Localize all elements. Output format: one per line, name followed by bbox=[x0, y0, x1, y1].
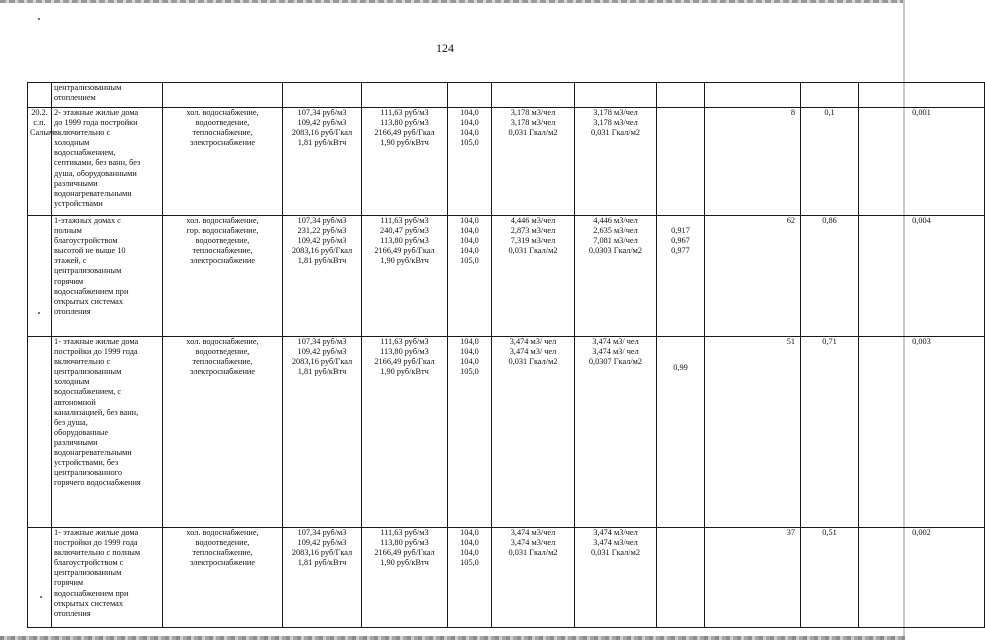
service-line: хол. водоснабжение, bbox=[186, 337, 259, 346]
description-line: водонагревательными bbox=[54, 448, 132, 458]
index-line: 104,0 bbox=[460, 337, 479, 346]
cell-col10: 8 bbox=[705, 108, 801, 216]
service-line: электроснабжение bbox=[189, 256, 256, 266]
description-line: устройствами, без bbox=[54, 458, 119, 468]
tariff-new-line: 1,90 руб/кВтч bbox=[380, 138, 429, 148]
index-line: 104,0 bbox=[460, 236, 479, 246]
tariff-new-line: 113,80 руб/м3 bbox=[380, 347, 429, 357]
service-line: водоотведение, bbox=[195, 236, 250, 246]
tariff-new-line: 1,90 руб/кВтч bbox=[380, 558, 429, 568]
description-line: 1- этажные жилые дома bbox=[54, 337, 139, 346]
tariff-new-line: 2166,49 руб/Гкал bbox=[374, 548, 435, 558]
cell-col12: 0,004 bbox=[859, 216, 985, 337]
cell-description bbox=[52, 108, 163, 216]
service-line: теплоснабжение, bbox=[192, 128, 253, 138]
cell-index bbox=[448, 528, 492, 628]
norm-old-line: 3,474 м3/ чел bbox=[509, 337, 557, 346]
cell-code bbox=[28, 528, 52, 628]
description-line: водоснабжением при bbox=[54, 286, 129, 296]
norm-new-line: 0,0303 Гкал/м2 bbox=[588, 246, 643, 256]
cell-norm-new bbox=[575, 216, 657, 337]
table-row bbox=[28, 337, 985, 528]
coef-line: 0,967 bbox=[671, 236, 690, 246]
tariff-new-line: 111,63 руб/м3 bbox=[380, 528, 429, 537]
index-line: 105,0 bbox=[460, 558, 479, 568]
cell-code bbox=[28, 108, 55, 216]
description-line: канализацией, без ванн, bbox=[54, 407, 139, 417]
cell-tariff-new bbox=[362, 216, 448, 337]
tariff-old-line: 107,34 руб/м3 bbox=[297, 528, 347, 537]
table-row bbox=[28, 108, 985, 216]
coef-line: 0,99 bbox=[673, 363, 688, 372]
norm-old-line: 4,446 м3/чел bbox=[510, 216, 556, 225]
cell-col12: 0,003 bbox=[859, 337, 985, 528]
cell-coef bbox=[657, 83, 705, 108]
norm-new-line: 3,178 м3/чел bbox=[593, 108, 638, 117]
page-number: 124 bbox=[436, 41, 454, 55]
description-line: без душа, bbox=[54, 417, 88, 427]
norm-new-line: 3,474 м3/ чел bbox=[592, 337, 639, 346]
cell-col11: 0,86 bbox=[801, 216, 859, 337]
code-line: 20.2. bbox=[31, 108, 48, 117]
tariff-new-line: 111,63 руб/м3 bbox=[380, 108, 429, 117]
index-line: 104,0 bbox=[460, 108, 479, 117]
description-line: водоснабжением при bbox=[54, 588, 129, 598]
service-line: электроснабжение bbox=[189, 367, 256, 377]
description-line: централизованным bbox=[54, 367, 122, 377]
cell-coef bbox=[657, 528, 705, 628]
description-line: автономной bbox=[54, 397, 96, 407]
cell-tariff-old bbox=[283, 108, 362, 216]
norm-new-line: 0,0307 Гкал/м2 bbox=[588, 357, 643, 367]
index-line: 104,0 bbox=[460, 528, 479, 537]
description-line: 2- этажные жилые дома bbox=[54, 108, 139, 117]
tariff-old-line: 2083,16 руб/Гкал bbox=[291, 548, 353, 558]
service-line: электроснабжение bbox=[189, 138, 256, 148]
cell-index bbox=[448, 337, 492, 528]
index-line: 105,0 bbox=[460, 138, 479, 148]
code-line: Салым bbox=[30, 128, 55, 138]
description-line: централизованным bbox=[54, 568, 122, 578]
cell-col10 bbox=[705, 83, 801, 108]
index-line: 105,0 bbox=[460, 256, 479, 266]
description-line: благоустройством с bbox=[54, 558, 124, 568]
cell-code bbox=[28, 83, 52, 108]
tariff-new-line: 2166,49 руб/Гкал bbox=[374, 357, 435, 367]
tariff-old-line: 107,34 руб/м3 bbox=[297, 337, 347, 346]
cell-norm-old bbox=[492, 528, 575, 628]
description-line: постройки до 1999 года bbox=[54, 347, 138, 357]
norm-old-line: 3,474 м3/чел bbox=[510, 528, 556, 537]
cell-services bbox=[163, 83, 283, 108]
norm-old-line: 3,474 м3/чел bbox=[510, 538, 556, 548]
description-line: отопления bbox=[54, 306, 91, 316]
cell-norm-old bbox=[492, 83, 575, 108]
norm-new-line: 3,474 м3/ чел bbox=[592, 347, 639, 357]
cell-tariff-new bbox=[362, 337, 448, 528]
description-line: водоснабжением, с bbox=[54, 387, 122, 397]
index-line: 105,0 bbox=[460, 367, 479, 377]
cell-description bbox=[52, 337, 163, 528]
tariff-old-line: 109,42 руб/м3 bbox=[297, 118, 347, 128]
index-line: 104,0 bbox=[460, 246, 479, 256]
scan-top-edge bbox=[0, 0, 905, 3]
description-line: полным bbox=[54, 226, 82, 236]
cell-services bbox=[163, 108, 283, 216]
cell-tariff-old bbox=[283, 216, 362, 337]
continuation-row bbox=[28, 83, 985, 108]
description-line: септиками, без ванн, без bbox=[54, 158, 141, 168]
description-line: централизованным bbox=[54, 266, 122, 276]
index-line: 104,0 bbox=[460, 548, 479, 558]
description-line: горячим bbox=[54, 578, 84, 588]
norm-new-line: 4,446 м3/чел bbox=[593, 216, 638, 225]
tariff-old-line: 1,81 руб/кВтч bbox=[297, 256, 347, 266]
cell-col11: 0,51 bbox=[801, 528, 859, 628]
service-line: хол. водоснабжение, bbox=[186, 108, 259, 117]
cell-code bbox=[28, 216, 52, 337]
cell-coef bbox=[657, 337, 705, 528]
scan-bottom-edge bbox=[0, 636, 905, 640]
description-line: различными bbox=[54, 178, 98, 188]
norm-new-line: 7,081 м3/чел bbox=[593, 236, 638, 246]
norm-old-line: 0,031 Гкал/м2 bbox=[508, 548, 558, 558]
cell-description bbox=[52, 528, 163, 628]
cell-coef bbox=[657, 216, 705, 337]
cell-services bbox=[163, 528, 283, 628]
norm-new-line: 3,474 м3/чел bbox=[593, 528, 638, 537]
tariff-new-line: 111,63 руб/м3 bbox=[380, 216, 429, 225]
cell-norm-new bbox=[575, 108, 657, 216]
cell-col10: 37 bbox=[705, 528, 801, 628]
table-body bbox=[28, 83, 985, 628]
index-line: 104,0 bbox=[460, 128, 479, 138]
norm-old-line: 3,178 м3/чел bbox=[510, 108, 556, 117]
cell-tariff-old bbox=[283, 337, 362, 528]
norm-old-line: 3,178 м3/чел bbox=[510, 118, 556, 128]
cell-col10: 62 bbox=[705, 216, 801, 337]
description-line: отоплением bbox=[54, 93, 96, 103]
coef-line: 0,917 bbox=[671, 226, 690, 235]
tariff-new-line: 111,63 руб/м3 bbox=[380, 337, 429, 346]
tariff-old-line: 2083,16 руб/Гкал bbox=[291, 357, 353, 367]
cell-index bbox=[448, 83, 492, 108]
table-row bbox=[28, 528, 985, 628]
cell-tariff-old bbox=[283, 528, 362, 628]
norm-new-line: 3,474 м3/чел bbox=[593, 538, 638, 548]
service-line: гор. водоснабжение, bbox=[186, 226, 259, 236]
tariff-old-line: 107,34 руб/м3 bbox=[297, 108, 347, 117]
description-line: холодным bbox=[54, 138, 90, 148]
description-line: устройствами bbox=[54, 198, 103, 208]
tariff-new-line: 2166,49 руб/Гкал bbox=[374, 246, 435, 256]
cell-tariff-old bbox=[283, 83, 362, 108]
index-line: 104,0 bbox=[460, 347, 479, 357]
norm-new-line: 0,031 Гкал/м2 bbox=[590, 128, 641, 138]
description-line: централизованного bbox=[54, 468, 123, 478]
description-line: открытых системах bbox=[54, 296, 123, 306]
tariff-old-line: 231,22 руб/м3 bbox=[297, 226, 347, 236]
cell-description bbox=[52, 216, 163, 337]
index-line: 104,0 bbox=[460, 216, 479, 225]
tariff-table-wrapper bbox=[27, 82, 931, 628]
tariff-old-line: 109,42 руб/м3 bbox=[297, 236, 347, 246]
service-line: водоотведение, bbox=[195, 347, 250, 357]
cell-norm-new bbox=[575, 528, 657, 628]
norm-new-line: 0,031 Гкал/м2 bbox=[590, 548, 641, 558]
coef-line: 0,977 bbox=[671, 246, 690, 256]
norm-new-line: 2,635 м3/чел bbox=[593, 226, 638, 236]
tariff-old-line: 107,34 руб/м3 bbox=[297, 216, 347, 225]
description-line: горячего водоснабжения bbox=[54, 478, 141, 488]
cell-col11: 0,1 bbox=[801, 108, 859, 216]
description-line: включительно с bbox=[54, 128, 111, 138]
description-line: высотой не выше 10 bbox=[54, 246, 126, 256]
service-line: теплоснабжение, bbox=[192, 548, 253, 558]
description-line: включительно с полным bbox=[54, 548, 141, 558]
description-line: отопления bbox=[54, 608, 91, 618]
cell-norm-old bbox=[492, 108, 575, 216]
index-line: 104,0 bbox=[460, 118, 479, 128]
service-line: водоотведение, bbox=[195, 538, 250, 548]
description-line: 1-этажных домах с bbox=[54, 216, 121, 225]
index-line: 104,0 bbox=[460, 538, 479, 548]
description-line: постройки до 1999 года bbox=[54, 538, 138, 548]
cell-col12: 0,001 bbox=[859, 108, 985, 216]
norm-old-line: 0,031 Гкал/м2 bbox=[508, 357, 558, 367]
tariff-old-line: 109,42 руб/м3 bbox=[297, 538, 347, 548]
tariff-old-line: 1,81 руб/кВтч bbox=[297, 138, 347, 148]
cell-services bbox=[163, 216, 283, 337]
description-line: этажей, с bbox=[54, 256, 87, 266]
cell-col12 bbox=[859, 83, 985, 108]
tariff-old-line: 2083,16 руб/Гкал bbox=[291, 128, 353, 138]
description-line: централизованным bbox=[54, 83, 122, 92]
cell-tariff-new bbox=[362, 83, 448, 108]
tariff-new-line: 113,80 руб/м3 bbox=[380, 538, 429, 548]
norm-old-line: 7,319 м3/чел bbox=[510, 236, 556, 246]
table-row bbox=[28, 216, 985, 337]
norm-old-line: 3,474 м3/ чел bbox=[509, 347, 557, 357]
service-line: хол. водоснабжение, bbox=[186, 528, 259, 537]
cell-norm-new bbox=[575, 337, 657, 528]
description-line: открытых системах bbox=[54, 598, 123, 608]
index-line: 104,0 bbox=[460, 226, 479, 236]
tariff-old-line: 1,81 руб/кВтч bbox=[297, 367, 347, 377]
norm-old-line: 2,873 м3/чел bbox=[510, 226, 556, 236]
description-line: включительно с bbox=[54, 357, 111, 367]
cell-norm-new bbox=[575, 83, 657, 108]
cell-index bbox=[448, 216, 492, 337]
cell-description bbox=[52, 83, 163, 108]
description-line: различными bbox=[54, 437, 98, 447]
cell-norm-old bbox=[492, 216, 575, 337]
service-line: хол. водоснабжение, bbox=[186, 216, 259, 225]
description-line: до 1999 года постройки bbox=[54, 118, 138, 128]
description-line: оборудованные bbox=[54, 427, 109, 437]
tariff-new-line: 240,47 руб/м3 bbox=[380, 226, 429, 236]
description-line: 1- этажные жилые дома bbox=[54, 528, 139, 537]
tariff-new-line: 1,90 руб/кВтч bbox=[380, 367, 429, 377]
tariff-table bbox=[27, 82, 985, 628]
description-line: водонагревательными bbox=[54, 188, 132, 198]
cell-tariff-new bbox=[362, 108, 448, 216]
service-line: теплоснабжение, bbox=[192, 357, 253, 367]
code-line: с.п. bbox=[33, 118, 46, 128]
service-line: электроснабжение bbox=[189, 558, 256, 568]
scan-speck bbox=[38, 18, 40, 20]
norm-new-line: 3,178 м3/чел bbox=[593, 118, 638, 128]
description-line: водоснабжением, bbox=[54, 148, 116, 158]
service-line: водоотведение, bbox=[195, 118, 250, 128]
service-line: теплоснабжение, bbox=[192, 246, 253, 256]
tariff-old-line: 2083,16 руб/Гкал bbox=[291, 246, 353, 256]
cell-index bbox=[448, 108, 492, 216]
index-line: 104,0 bbox=[460, 357, 479, 367]
cell-tariff-new bbox=[362, 528, 448, 628]
description-line: горячим bbox=[54, 276, 84, 286]
tariff-new-line: 113,80 руб/м3 bbox=[380, 118, 429, 128]
tariff-new-line: 1,90 руб/кВтч bbox=[380, 256, 429, 266]
cell-services bbox=[163, 337, 283, 528]
cell-col12: 0,002 bbox=[859, 528, 985, 628]
norm-old-line: 0,031 Гкал/м2 bbox=[508, 246, 558, 256]
tariff-old-line: 109,42 руб/м3 bbox=[297, 347, 347, 357]
tariff-new-line: 113,80 руб/м3 bbox=[380, 236, 429, 246]
cell-coef bbox=[657, 108, 705, 216]
cell-norm-old bbox=[492, 337, 575, 528]
cell-code bbox=[28, 337, 52, 528]
cell-col10: 51 bbox=[705, 337, 801, 528]
description-line: холодным bbox=[54, 377, 90, 387]
description-line: благоустройством bbox=[54, 236, 118, 246]
cell-col11: 0,71 bbox=[801, 337, 859, 528]
norm-old-line: 0,031 Гкал/м2 bbox=[508, 128, 558, 138]
tariff-old-line: 1,81 руб/кВтч bbox=[297, 558, 347, 568]
description-line: душа, оборудованными bbox=[54, 168, 137, 178]
tariff-new-line: 2166,49 руб/Гкал bbox=[374, 128, 435, 138]
cell-col11 bbox=[801, 83, 859, 108]
